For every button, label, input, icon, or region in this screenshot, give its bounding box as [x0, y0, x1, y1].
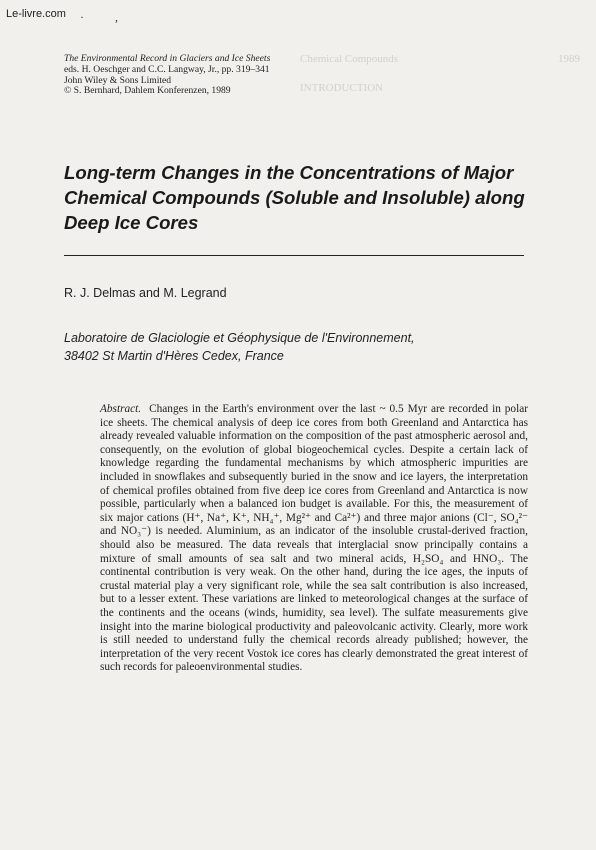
citation-journal: The Environmental Record in Glaciers and Ice Sheets [64, 53, 271, 64]
bleed-through-text [300, 52, 580, 95]
affiliation-line-1: Laboratoire de Glaciologie et Géophysique de l'Environnement, [64, 331, 415, 345]
abstract [100, 403, 528, 675]
affiliation [64, 330, 504, 365]
title-divider [64, 255, 524, 256]
citation-copyright: © S. Bernhard, Dahlem Konferenzen, 1989 [64, 85, 231, 97]
bleed-heading: INTRODUCTION [300, 81, 384, 94]
citation-editors: eds. H. Oeschger and C.C. Langway, Jr., pp. 319–341 [64, 63, 270, 75]
bleed-header: Chemical Compounds [300, 53, 399, 65]
watermark-logo: Le-livre.com [6, 8, 66, 20]
abstract-label: Abstract. [100, 403, 142, 415]
citation-publisher: John Wiley & Sons Limited [64, 74, 172, 86]
paper-authors: R. J. Delmas and M. Legrand [64, 286, 227, 300]
paper-title: Long-term Changes in the Concentrations of Major Chemical Compounds (Soluble and Insoluble) along Deep Ice Cores [64, 162, 525, 233]
citation-block [64, 54, 314, 97]
affiliation-line-2: 38402 St Martin d'Hères Cedex, France [64, 348, 284, 363]
stray-marks: · , [80, 10, 132, 24]
abstract-text: Changes in the Earth's environment over the last ~ 0.5 Myr are recorded in polar ice sheets. The chemical analysis of deep ice cores from both Greenland and Antarctica has already revealed valuable information on the composition of the past atmospheric aerosol and, consequently, on the evolution of global biogeochemical cycles. Despite a certain lack of knowledge regarding the fundamental mechanisms by which atmospheric impurities are included in snowflakes and subsequently buried in the snow and ice layers, the interpretation of chemical profiles obtained from five deep ice cores from Greenland and Antarctica is now possible, particularly when a balanced ion budget is available. For this, the measurement of six major cations (H⁺, Na⁺, K⁺, NH₄⁺, Mg²⁺ and Ca²⁺) and three major anions (Cl⁻, SO₄²⁻ and NO₃⁻) is needed. Aluminium, as an indicator of the insoluble crustal-derived fraction, should also be measured. The data reveals that interglacial snow principally contains a mixture of small amounts of sea salt and two mineral acids, H₂SO₄ and HNO₃. The continental contribution is very weak. On the other hand, during the ice ages, the inputs of crustal material play a very significant role, while the sea salt contribution is also increased, but to a lesser extent. These variations are linked to meteorological changes at the surface of the continents and the oceans (winds, humidity, sea level). The sulfate measurements give insight into the marine biological productivity and paleovolcanic activity. Clearly, more work is still needed to understand fully the chemical records already published; however, the interpretation of the very recent Vostok ice cores has clearly demonstrated the great interest of such records for paleoenvironmental studies. [100, 403, 528, 674]
bleed-page-number: 1989 [558, 53, 580, 65]
